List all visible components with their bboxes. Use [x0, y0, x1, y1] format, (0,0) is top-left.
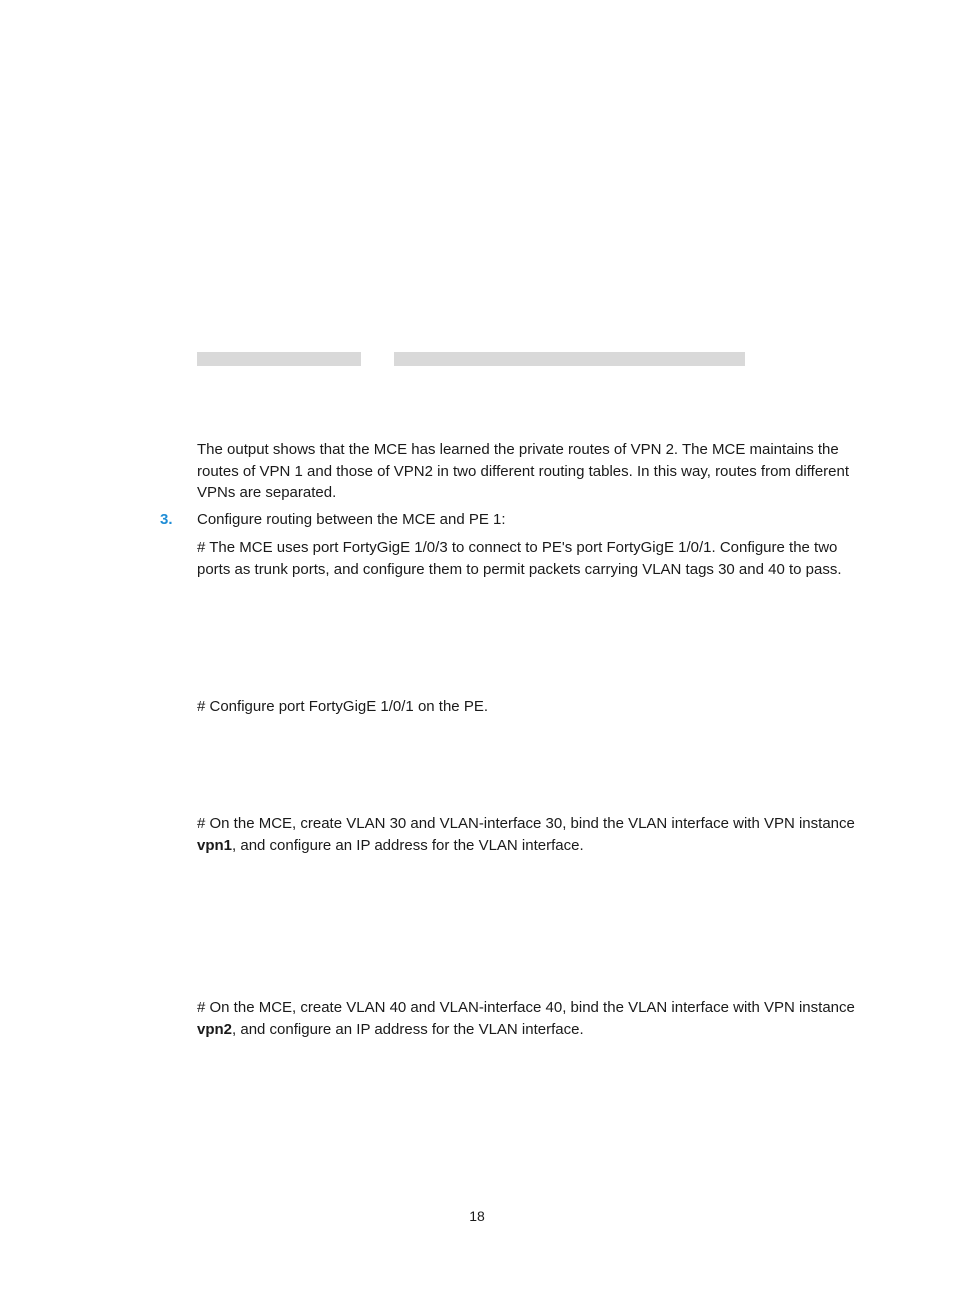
vlan30-paragraph	[197, 813, 865, 856]
vlan40-text-before: # On the MCE, create VLAN 40 and VLAN-interface 40, bind the VLAN interface with VPN instance	[197, 999, 855, 1016]
vlan30-text-before: # On the MCE, create VLAN 30 and VLAN-interface 30, bind the VLAN interface with VPN instance	[197, 815, 855, 832]
step-text: Configure routing between the MCE and PE 1:	[197, 511, 506, 528]
vlan40-paragraph	[197, 997, 865, 1040]
step-number: 3.	[160, 511, 173, 528]
highlight-bar-right	[394, 352, 745, 366]
mce-port-paragraph: # The MCE uses port FortyGigE 1/0/3 to connect to PE's port FortyGigE 1/0/1. Configure the two ports as trunk ports, and configure them to permit packets carrying VLAN tags 30 and 40 to pass.	[197, 539, 842, 578]
page-number: 18	[469, 1208, 485, 1224]
vpn1-instance-name: vpn1	[197, 836, 233, 854]
output-summary-paragraph: The output shows that the MCE has learned the private routes of VPN 2. The MCE maintains the routes of VPN 1 and those of VPN2 in two different routing tables. In this way, routes from different VPNs are separated.	[197, 441, 850, 501]
vlan30-text-after: , and configure an IP address for the VLAN interface.	[232, 836, 584, 854]
highlight-bar-left	[197, 352, 361, 366]
pe-port-paragraph: # Configure port FortyGigE 1/0/1 on the PE.	[197, 698, 488, 715]
vlan40-text-after: , and configure an IP address for the VLAN interface.	[232, 1020, 584, 1038]
vpn2-instance-name: vpn2	[197, 1020, 233, 1038]
